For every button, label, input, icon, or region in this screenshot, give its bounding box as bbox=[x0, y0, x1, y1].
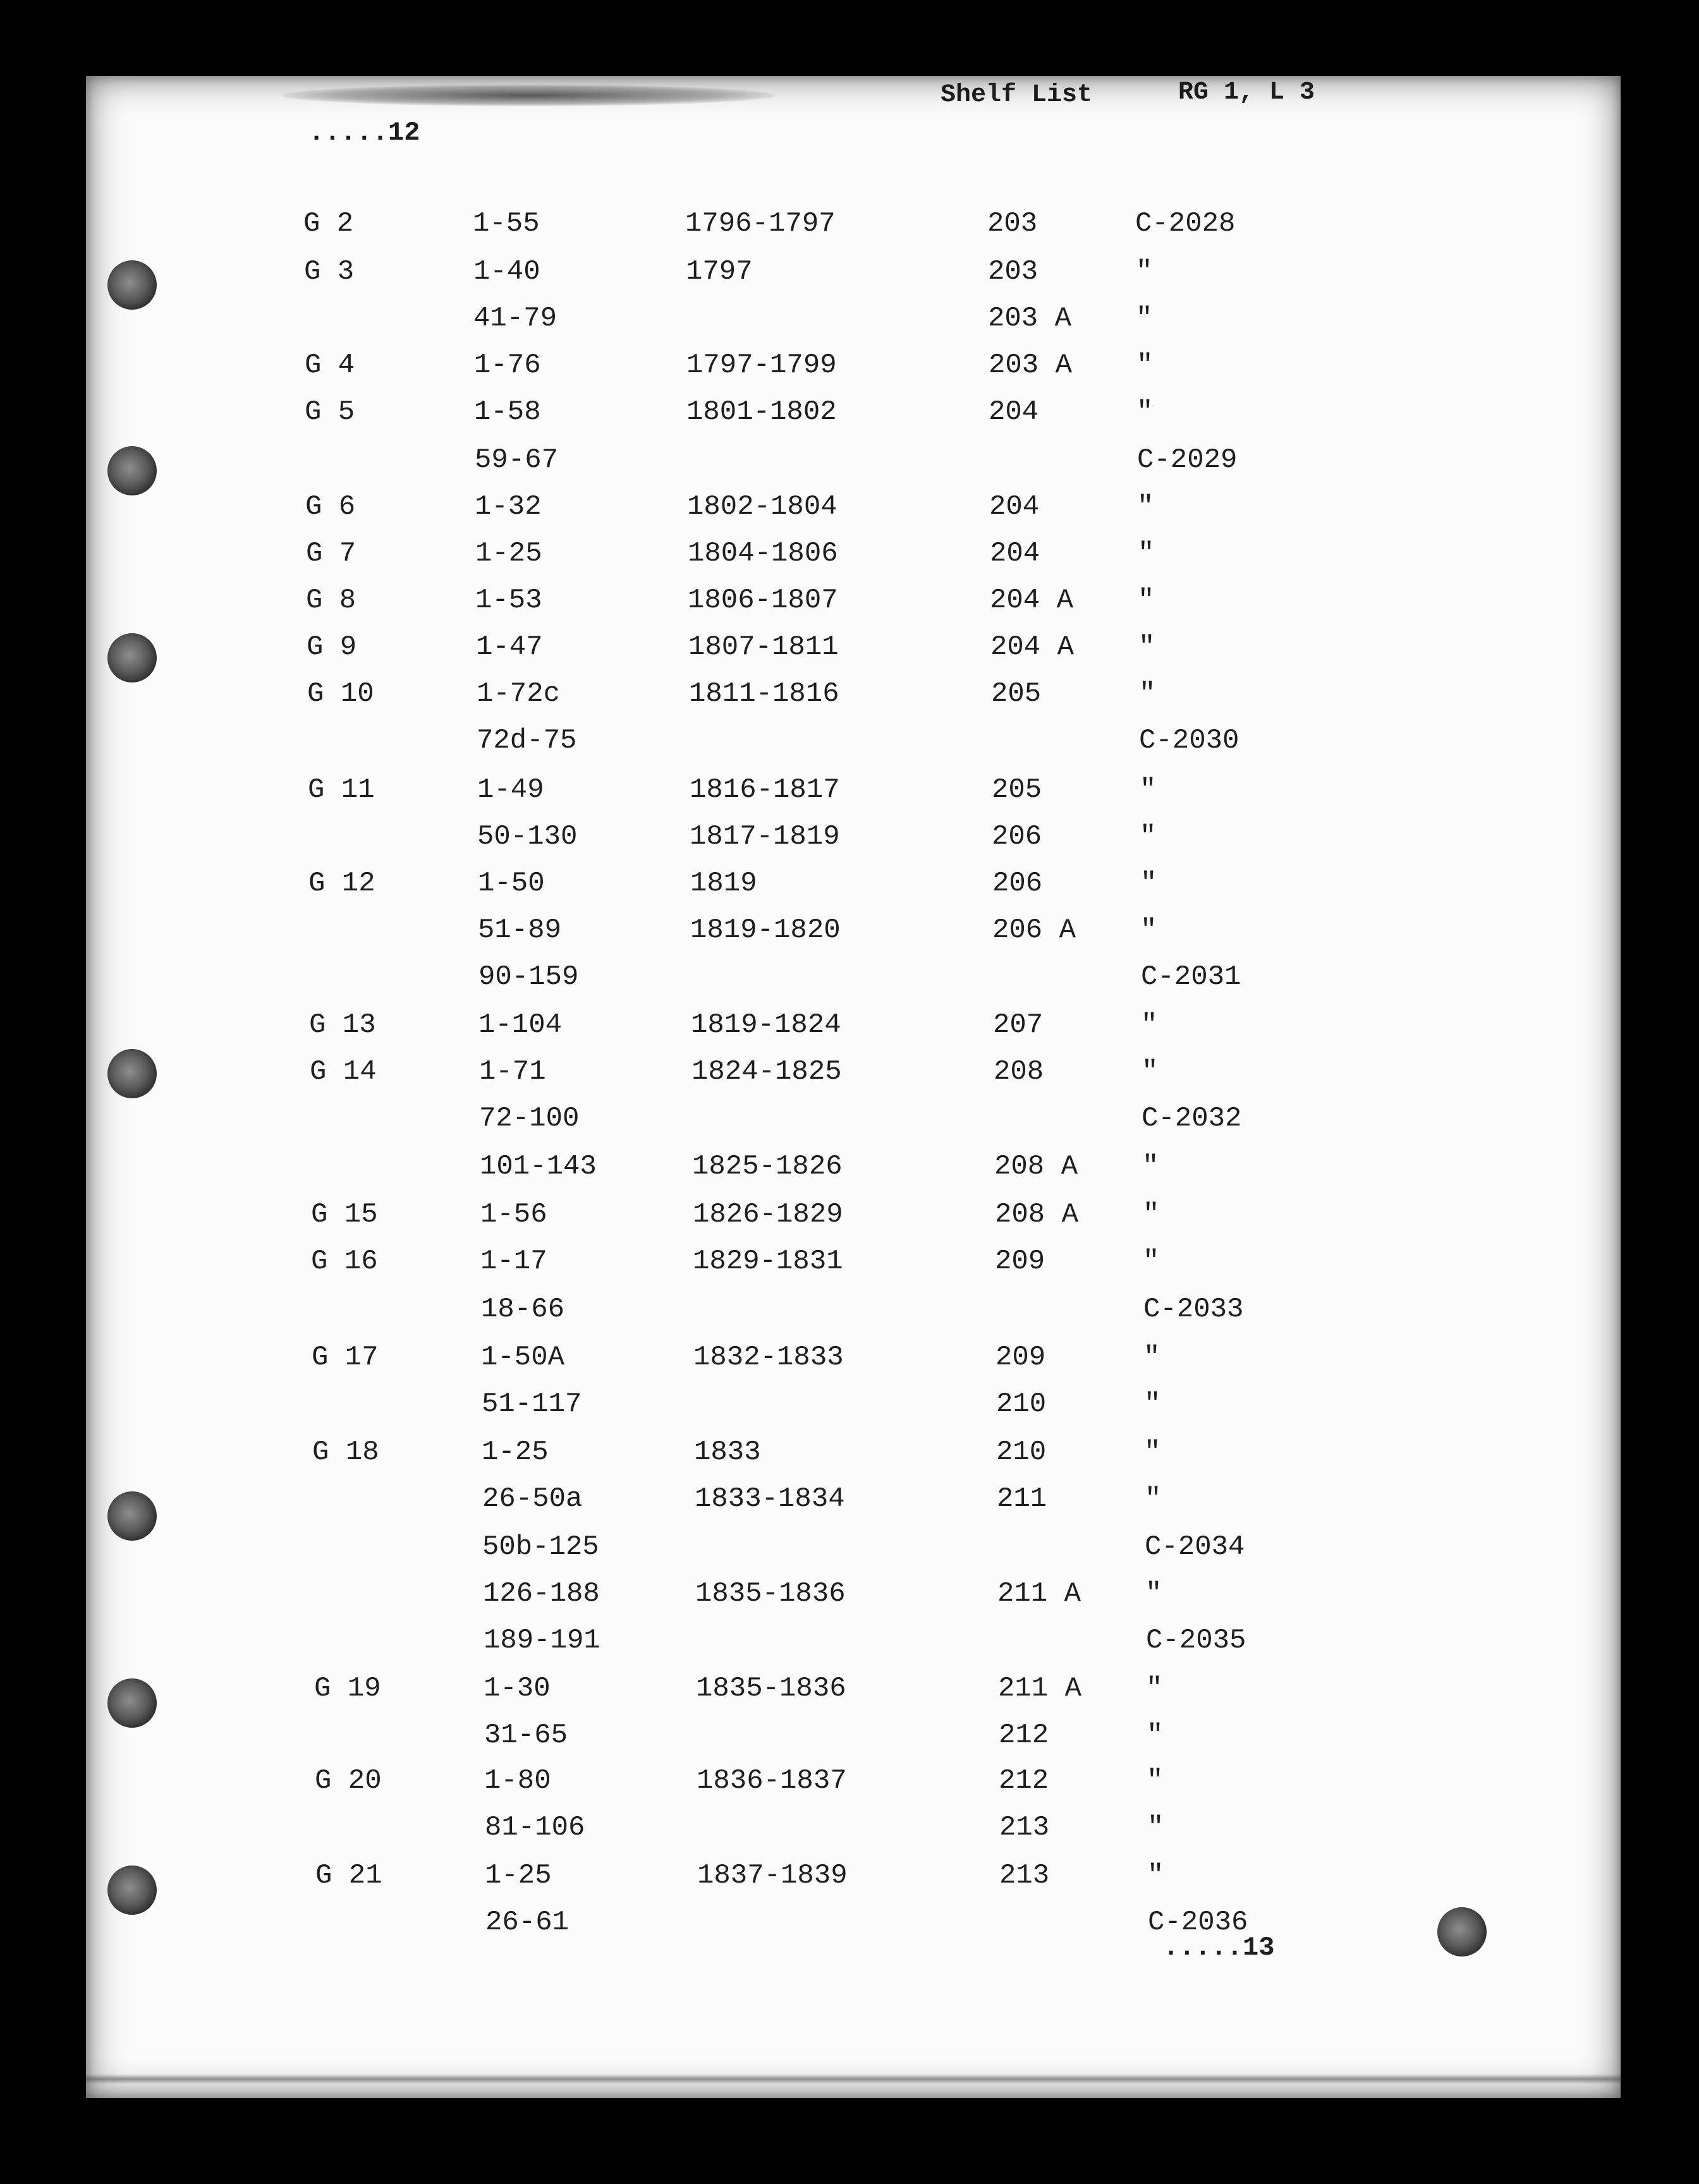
binder-hole bbox=[107, 1491, 157, 1541]
container-cell: " bbox=[1140, 821, 1157, 852]
items-cell: 1-30 bbox=[484, 1673, 551, 1704]
container-cell: " bbox=[1140, 774, 1157, 806]
container-cell: " bbox=[1145, 1578, 1162, 1610]
shelf-list-page bbox=[86, 76, 1621, 2098]
dates-cell: 1837-1839 bbox=[697, 1860, 848, 1891]
box-cell: 211 A bbox=[998, 1673, 1082, 1704]
binder-hole bbox=[107, 633, 157, 682]
binder-hole bbox=[107, 1866, 157, 1915]
items-cell: 18-66 bbox=[481, 1294, 565, 1325]
binder-hole bbox=[107, 446, 157, 495]
items-cell: 189-191 bbox=[484, 1625, 600, 1656]
box-cell: 209 bbox=[995, 1246, 1045, 1277]
dates-cell: 1836-1837 bbox=[697, 1765, 847, 1797]
box-cell: 211 bbox=[997, 1483, 1047, 1515]
box-cell: 203 bbox=[987, 208, 1038, 240]
container-cell: " bbox=[1143, 1246, 1160, 1277]
items-cell: 1-47 bbox=[476, 631, 543, 663]
dates-cell: 1797 bbox=[686, 256, 753, 288]
series-cell: G 21 bbox=[315, 1860, 382, 1891]
container-cell: " bbox=[1147, 1720, 1164, 1751]
items-cell: 51-89 bbox=[478, 914, 562, 946]
box-cell: 208 A bbox=[995, 1199, 1079, 1230]
series-cell: G 16 bbox=[311, 1246, 378, 1277]
dates-cell: 1804-1806 bbox=[688, 538, 838, 569]
items-cell: 51-117 bbox=[482, 1388, 582, 1420]
box-cell: 205 bbox=[992, 774, 1042, 806]
box-cell: 206 bbox=[992, 821, 1042, 852]
binder-hole bbox=[107, 1678, 157, 1728]
container-cell: " bbox=[1136, 303, 1153, 334]
box-cell: 204 bbox=[989, 491, 1040, 523]
items-cell: 1-53 bbox=[475, 585, 542, 616]
container-cell: C-2036 bbox=[1148, 1907, 1248, 1938]
container-cell: " bbox=[1146, 1673, 1163, 1704]
binder-hole bbox=[107, 1049, 157, 1098]
items-cell: 26-50a bbox=[482, 1483, 583, 1515]
scan-edge-shadow bbox=[86, 2074, 1621, 2084]
series-cell: G 6 bbox=[305, 491, 356, 523]
record-group-label: RG 1, L 3 bbox=[1178, 78, 1315, 107]
items-cell: 1-25 bbox=[485, 1860, 552, 1891]
dates-cell: 1833-1834 bbox=[695, 1483, 845, 1515]
container-cell: " bbox=[1138, 538, 1155, 569]
items-cell: 1-56 bbox=[480, 1199, 547, 1230]
series-cell: G 8 bbox=[306, 585, 356, 616]
dates-cell: 1819 bbox=[690, 868, 757, 899]
items-cell: 26-61 bbox=[485, 1907, 569, 1938]
container-cell: C-2032 bbox=[1142, 1103, 1242, 1134]
dates-cell: 1801-1802 bbox=[686, 396, 837, 428]
container-cell: " bbox=[1140, 868, 1157, 899]
dates-cell: 1835-1836 bbox=[696, 1673, 846, 1704]
container-cell: " bbox=[1138, 631, 1155, 663]
dates-cell: 1817-1819 bbox=[690, 821, 840, 852]
series-cell: G 14 bbox=[310, 1056, 377, 1088]
items-cell: 31-65 bbox=[484, 1720, 568, 1751]
dates-cell: 1811-1816 bbox=[689, 678, 839, 710]
dates-cell: 1819-1824 bbox=[691, 1009, 841, 1041]
container-cell: C-2031 bbox=[1141, 961, 1241, 993]
box-cell: 208 bbox=[994, 1056, 1044, 1088]
box-cell: 206 bbox=[992, 868, 1043, 899]
dates-cell: 1832-1833 bbox=[693, 1342, 844, 1373]
container-cell: " bbox=[1136, 256, 1153, 288]
dates-cell: 1796-1797 bbox=[685, 208, 836, 240]
dates-cell: 1829-1831 bbox=[693, 1246, 843, 1277]
series-cell: G 18 bbox=[312, 1436, 379, 1468]
items-cell: 1-76 bbox=[474, 349, 541, 381]
container-cell: C-2034 bbox=[1145, 1531, 1245, 1563]
page-title: Shelf List bbox=[941, 81, 1093, 109]
box-cell: 212 bbox=[999, 1765, 1049, 1797]
box-cell: 212 bbox=[999, 1720, 1049, 1751]
series-cell: G 3 bbox=[304, 256, 355, 288]
series-cell: G 7 bbox=[306, 538, 356, 569]
box-cell: 210 bbox=[996, 1436, 1047, 1468]
series-cell: G 9 bbox=[307, 631, 357, 663]
container-cell: " bbox=[1147, 1860, 1164, 1891]
items-cell: 1-55 bbox=[473, 208, 540, 240]
items-cell: 1-80 bbox=[484, 1765, 551, 1797]
series-cell: G 11 bbox=[308, 774, 375, 806]
items-cell: 1-25 bbox=[482, 1436, 549, 1468]
container-cell: " bbox=[1136, 349, 1154, 381]
series-cell: G 17 bbox=[312, 1342, 379, 1373]
items-cell: 1-104 bbox=[478, 1009, 563, 1041]
box-cell: 204 A bbox=[990, 631, 1075, 663]
dates-cell: 1826-1829 bbox=[693, 1199, 843, 1230]
scan-smudge bbox=[282, 85, 775, 106]
box-cell: 203 A bbox=[989, 349, 1073, 381]
items-cell: 126-188 bbox=[483, 1578, 600, 1610]
container-cell: " bbox=[1144, 1436, 1161, 1468]
items-cell: 1-72c bbox=[477, 678, 561, 710]
container-cell: " bbox=[1138, 585, 1155, 616]
items-cell: 59-67 bbox=[475, 444, 559, 476]
box-cell: 206 A bbox=[992, 914, 1076, 946]
box-cell: 204 bbox=[990, 538, 1040, 569]
continued-to-marker: .....13 bbox=[1163, 1932, 1275, 1963]
series-cell: G 13 bbox=[309, 1009, 376, 1041]
items-cell: 1-32 bbox=[475, 491, 542, 523]
items-cell: 72-100 bbox=[479, 1103, 580, 1134]
dates-cell: 1819-1820 bbox=[690, 914, 841, 946]
box-cell: 213 bbox=[999, 1860, 1050, 1891]
dates-cell: 1835-1836 bbox=[695, 1578, 846, 1610]
series-cell: G 5 bbox=[305, 396, 355, 428]
items-cell: 1-17 bbox=[480, 1246, 547, 1277]
dates-cell: 1816-1817 bbox=[690, 774, 840, 806]
container-cell: " bbox=[1141, 1009, 1158, 1041]
items-cell: 41-79 bbox=[473, 303, 557, 334]
container-cell: " bbox=[1143, 1199, 1160, 1230]
container-cell: " bbox=[1140, 914, 1157, 946]
series-cell: G 4 bbox=[305, 349, 355, 381]
box-cell: 207 bbox=[993, 1009, 1044, 1041]
binder-hole bbox=[1437, 1907, 1487, 1956]
container-cell: " bbox=[1142, 1151, 1159, 1182]
box-cell: 203 bbox=[988, 256, 1038, 288]
items-cell: 50-130 bbox=[477, 821, 578, 852]
series-cell: G 12 bbox=[308, 868, 375, 899]
dates-cell: 1802-1804 bbox=[687, 491, 837, 523]
container-cell: C-2033 bbox=[1143, 1294, 1244, 1325]
box-cell: 205 bbox=[991, 678, 1042, 710]
box-cell: 208 A bbox=[994, 1151, 1078, 1182]
container-cell: " bbox=[1136, 396, 1154, 428]
items-cell: 1-50 bbox=[478, 868, 545, 899]
series-cell: G 15 bbox=[311, 1199, 378, 1230]
container-cell: " bbox=[1147, 1812, 1164, 1843]
container-cell: C-2030 bbox=[1139, 725, 1239, 756]
series-cell: G 19 bbox=[314, 1673, 381, 1704]
container-cell: " bbox=[1147, 1765, 1164, 1797]
dates-cell: 1797-1799 bbox=[686, 349, 837, 381]
container-cell: C-2035 bbox=[1146, 1625, 1246, 1656]
box-cell: 204 A bbox=[990, 585, 1074, 616]
box-cell: 203 A bbox=[988, 303, 1072, 334]
dates-cell: 1807-1811 bbox=[688, 631, 839, 663]
dates-cell: 1825-1826 bbox=[692, 1151, 843, 1182]
series-cell: G 10 bbox=[307, 678, 374, 710]
series-cell: G 2 bbox=[303, 208, 354, 240]
container-cell: " bbox=[1144, 1388, 1161, 1420]
items-cell: 1-25 bbox=[475, 538, 542, 569]
items-cell: 101-143 bbox=[480, 1151, 597, 1182]
dates-cell: 1824-1825 bbox=[691, 1056, 842, 1088]
container-cell: " bbox=[1143, 1342, 1160, 1373]
box-cell: 204 bbox=[989, 396, 1039, 428]
items-cell: 1-50A bbox=[481, 1342, 565, 1373]
items-cell: 1-71 bbox=[479, 1056, 546, 1088]
box-cell: 213 bbox=[999, 1812, 1050, 1843]
items-cell: 1-58 bbox=[474, 396, 541, 428]
box-cell: 209 bbox=[996, 1342, 1046, 1373]
series-cell: G 20 bbox=[315, 1765, 382, 1797]
items-cell: 50b-125 bbox=[482, 1531, 599, 1563]
container-cell: " bbox=[1139, 678, 1156, 710]
dates-cell: 1806-1807 bbox=[688, 585, 838, 616]
container-cell: " bbox=[1142, 1056, 1159, 1088]
box-cell: 210 bbox=[996, 1388, 1047, 1420]
container-cell: " bbox=[1137, 491, 1154, 523]
binder-hole bbox=[107, 260, 157, 310]
items-cell: 90-159 bbox=[478, 961, 579, 993]
items-cell: 1-40 bbox=[473, 256, 540, 288]
continued-from-marker: .....12 bbox=[308, 118, 420, 148]
items-cell: 72d-75 bbox=[477, 725, 577, 756]
dates-cell: 1833 bbox=[694, 1436, 761, 1468]
items-cell: 1-49 bbox=[477, 774, 544, 806]
box-cell: 211 A bbox=[997, 1578, 1081, 1610]
container-cell: " bbox=[1145, 1483, 1162, 1515]
container-cell: C-2028 bbox=[1135, 208, 1236, 240]
items-cell: 81-106 bbox=[485, 1812, 585, 1843]
container-cell: C-2029 bbox=[1137, 444, 1238, 476]
